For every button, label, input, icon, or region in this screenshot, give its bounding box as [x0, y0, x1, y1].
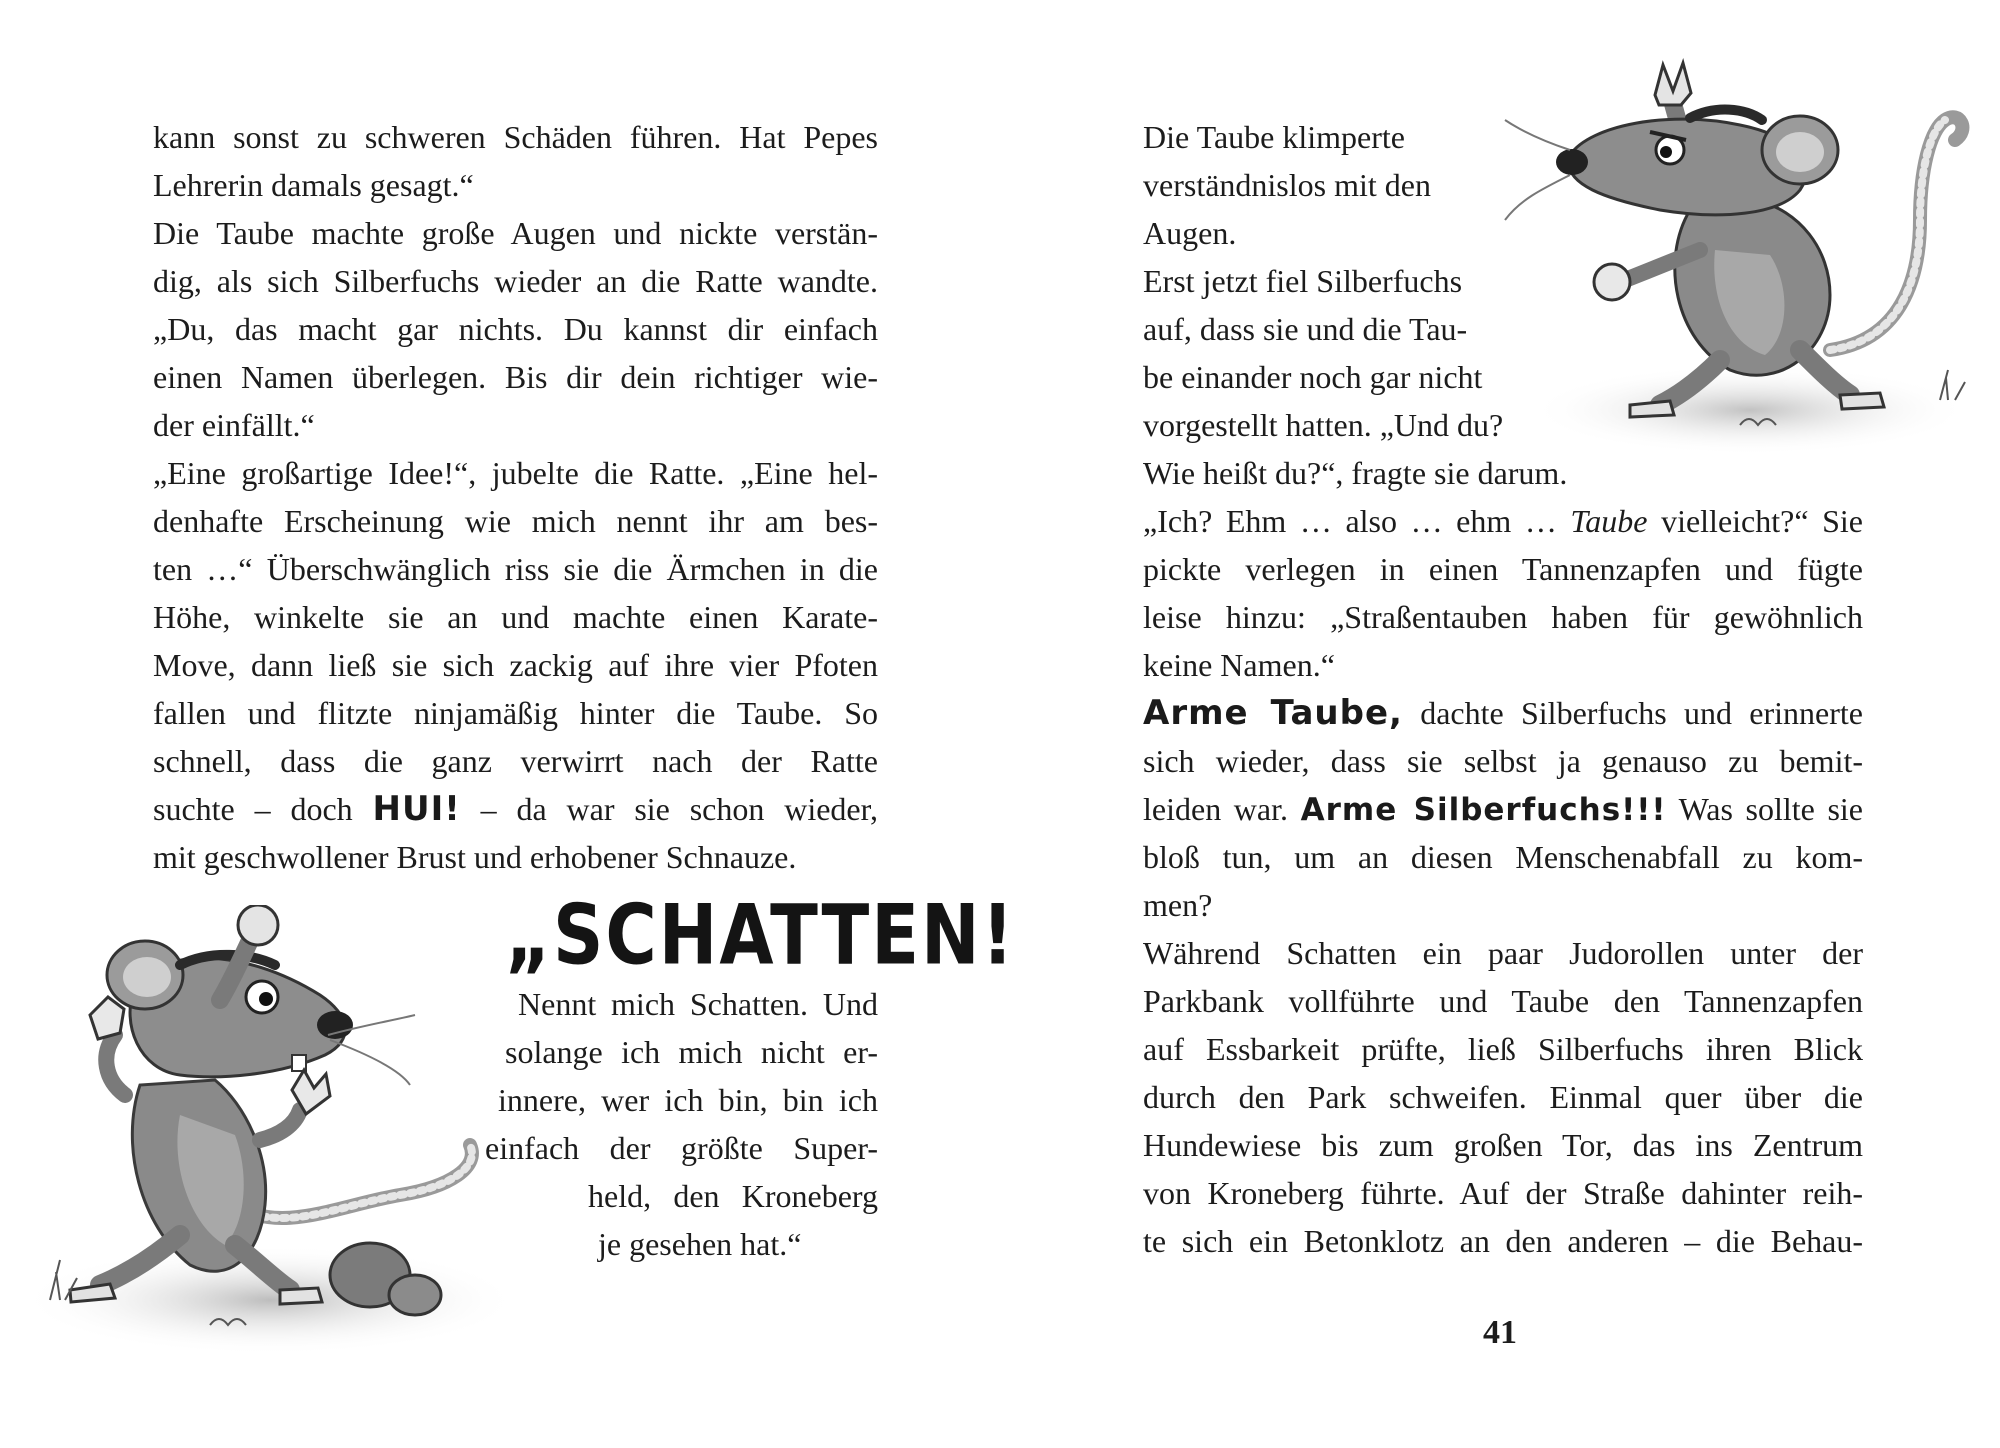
page-number: 41: [1483, 1314, 1517, 1351]
text-line: pickte verlegen in einen Tannenzapfen und fügte: [1143, 551, 1863, 587]
text-line: auf, dass sie und die Tau-: [1143, 311, 1468, 347]
thought-arme-silberfuchs: Arme Silberfuchs!!!: [1300, 792, 1667, 828]
text-fragment: dachte Silberfuchs und erinnerte: [1402, 695, 1863, 731]
text-line: Wie heißt du?“, fragte sie darum.: [1143, 455, 1568, 491]
shout-schatten: „SCHATTEN!: [505, 886, 1016, 984]
text-fragment: – da war sie schon wieder,: [460, 791, 879, 827]
text-line: keine Namen.“: [1143, 647, 1335, 683]
text-fragment: vielleicht?“ Sie: [1647, 503, 1864, 539]
wrap-text-line: held, den Kroneberg: [588, 1178, 878, 1214]
text-line: be einander noch gar nicht: [1143, 359, 1483, 395]
wrap-text-line: innere, wer ich bin, bin ich: [498, 1082, 878, 1118]
text-line: „Eine großartige Idee!“, jubelte die Ratte. „Eine hel-: [153, 455, 878, 491]
text-line-with-thought: [1143, 785, 1863, 833]
text-line: Während Schatten ein paar Judorollen unter der: [1143, 935, 1863, 971]
text-line-with-thought: [1143, 689, 1863, 737]
text-line: „Du, das macht gar nichts. Du kannst dir einfach: [153, 311, 878, 347]
text-line: Die Taube machte große Augen und nickte verstän-: [153, 215, 878, 251]
text-line: dig, als sich Silberfuchs wieder an die Ratte wandte.: [153, 263, 878, 299]
rat-fist-raised-illustration: [1500, 50, 1970, 460]
text-line: mit geschwollener Brust und erhobener Schnauze.: [153, 839, 797, 875]
wrap-text-line: einfach der größte Super-: [485, 1130, 878, 1166]
italic-taube: Taube: [1570, 503, 1648, 539]
thought-arme-taube: Arme Taube,: [1143, 693, 1403, 733]
sound-effect-hui: HUI!: [372, 789, 461, 829]
text-line: ten …“ Überschwänglich riss sie die Ärmchen in die: [153, 551, 878, 587]
text-line: vorgestellt hatten. „Und du?: [1143, 407, 1504, 443]
text-fragment: leiden war.: [1143, 791, 1301, 827]
right-page: [1000, 0, 2000, 1448]
text-line: Die Taube klimperte: [1143, 119, 1405, 155]
text-line: sich wieder, dass sie selbst ja genauso zu bemit-: [1143, 743, 1863, 779]
rat-karate-illustration: [30, 905, 590, 1365]
wrap-text-line: solange ich mich nicht er-: [505, 1034, 878, 1070]
text-line: Höhe, winkelte sie an und machte einen Karate-: [153, 599, 878, 635]
text-line: te sich ein Betonklotz an den anderen – die Behau-: [1143, 1223, 1863, 1259]
text-line: Augen.: [1143, 215, 1237, 251]
text-line: schnell, dass die ganz verwirrt nach der Ratte: [153, 743, 878, 779]
text-line: leise hinzu: „Straßentauben haben für gewöhnlich: [1143, 599, 1863, 635]
text-line: Hundewiese bis zum großen Tor, das ins Zentrum: [1143, 1127, 1863, 1163]
text-line: denhafte Erscheinung wie mich nennt ihr am bes-: [153, 503, 878, 539]
text-line: fallen und flitzte ninjamäßig hinter die Taube. So: [153, 695, 878, 731]
text-line: der einfällt.“: [153, 407, 315, 443]
text-fragment: suchte – doch: [153, 791, 373, 827]
text-line: Move, dann ließ sie sich zackig auf ihre vier Pfoten: [153, 647, 878, 683]
text-line-with-sound-effect: [153, 785, 878, 833]
text-line: men?: [1143, 887, 1213, 923]
wrap-text-line: je gesehen hat.“: [598, 1226, 802, 1262]
text-line: kann sonst zu schweren Schäden führen. Hat Pepes: [153, 119, 878, 155]
wrap-text-line: Nennt mich Schatten. Und: [518, 986, 878, 1022]
text-line: von Kroneberg führte. Auf der Straße dahinter reih-: [1143, 1175, 1863, 1211]
text-line: Erst jetzt fiel Silberfuchs: [1143, 263, 1463, 299]
text-line: verständnislos mit den: [1143, 167, 1431, 203]
text-fragment: Was sollte sie: [1666, 791, 1863, 827]
text-line: auf Essbarkeit prüfte, ließ Silberfuchs ihren Blick: [1143, 1031, 1863, 1067]
text-line-with-italic: [1143, 497, 1863, 545]
text-fragment: „Ich? Ehm … also … ehm …: [1143, 503, 1571, 539]
text-line: Lehrerin damals gesagt.“: [153, 167, 474, 203]
text-line: einen Namen überlegen. Bis dir dein richtiger wie-: [153, 359, 878, 395]
text-line: Parkbank vollführte und Taube den Tannenzapfen: [1143, 983, 1863, 1019]
text-line: durch den Park schweifen. Einmal quer über die: [1143, 1079, 1863, 1115]
text-line: bloß tun, um an diesen Menschenabfall zu kom-: [1143, 839, 1863, 875]
